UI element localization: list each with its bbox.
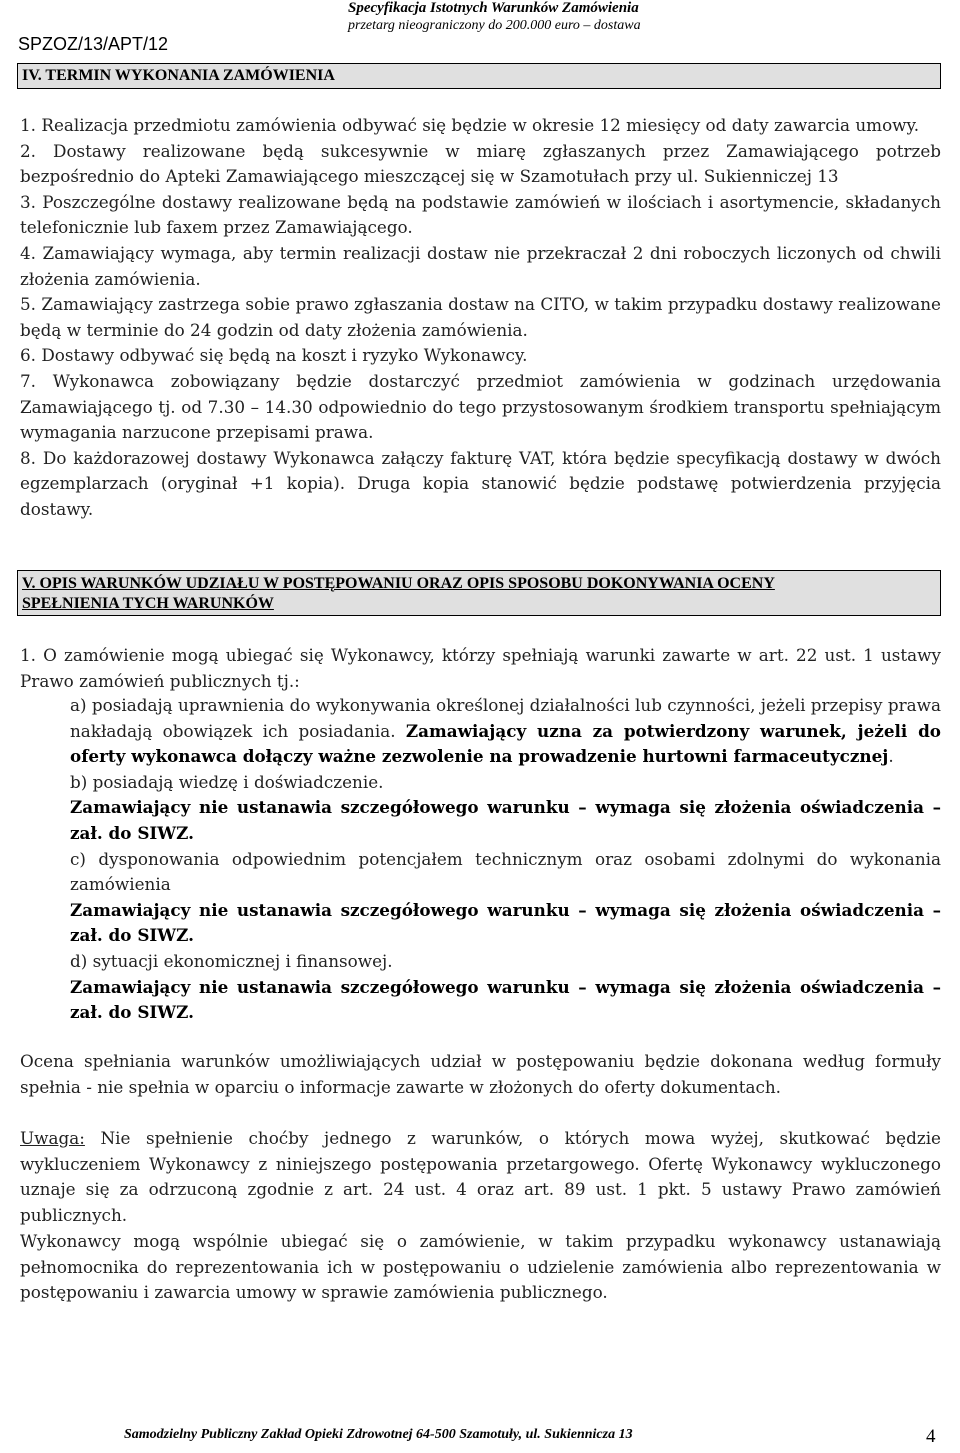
note-text: Nie spełnienie choćby jednego z warunków, o których mowa wyżej, skutkować będzie wykluczeniem Wykonawcy z niniejszego postępowania przetargowego. Ofertę Wykonawcy wykluczonego uznaje się za odrzuconą zgodnie z art. 24 ust. 4 oraz art. 89 ust. 1 pkt. 5 ustawy Prawo zamówień publicznych. xyxy=(20,1128,941,1225)
joint-bid-paragraph: Wykonawcy mogą wspólnie ubiegać się o zamówienie, w takim przypadku wykonawcy ustanawiają pełnomocnika do reprezentowania ich w postępowaniu o udzielenie zamówienia albo reprezentowania w postępowaniu i zawarcia umowy w sprawie zamówienia publicznego. xyxy=(20,1231,941,1303)
note-label: Uwaga: xyxy=(20,1128,85,1148)
condition-d-requirement: Zamawiający nie ustanawia szczegółowego warunku – wymaga się złożenia oświadczenia – zał. do SIWZ. xyxy=(70,976,941,1023)
header-title: Specyfikacja Istotnych Warunków Zamówienia xyxy=(348,0,639,16)
header-subtitle: przetarg nieograniczony do 200.000 euro – dostawa xyxy=(348,18,641,33)
condition-d: d) sytuacji ekonomicznej i finansowej. xyxy=(70,950,393,971)
list-item: 3. Poszczególne dostawy realizowane będą na podstawie zamówień w ilościach i asortymencie, składanych telefonicznie lub faxem przez Zamawiającego. xyxy=(20,191,941,238)
condition-a-requirement: Zamawiający uzna za potwierdzony warunek, jeżeli do oferty wykonawca dołączy ważne zezwolenie na prowadzenie hurtowni farmaceutycznej xyxy=(70,720,941,767)
page-footer: Samodzielny Publiczny Zakład Opieki Zdrowotnej 64-500 Szamotuły, ul. Sukiennicza 13 xyxy=(124,1427,633,1442)
section-5-heading xyxy=(17,570,941,616)
list-item: 7. Wykonawca zobowiązany będzie dostarczyć przedmiot zamówienia w godzinach urzędowania Zamawiającego tj. od 7.30 – 14.30 odpowiednio do tego przystosowanym środkiem transportu spełniającym wymagania narzucone przepisami prawa. xyxy=(20,370,941,443)
condition-c: c) dysponowania odpowiednim potencjałem technicznym oraz osobami zdolnymi do wykonania zamówienia xyxy=(70,848,941,895)
list-item: 4. Zamawiający wymaga, aby termin realizacji dostaw nie przekraczał 2 dni roboczych liczonych od chwili złożenia zamówienia. xyxy=(20,242,941,289)
list-item: 6. Dostawy odbywać się będą na koszt i ryzyko Wykonawcy. xyxy=(20,345,528,366)
section-4-list xyxy=(20,113,941,523)
list-item: 8. Do każdorazowej dostawy Wykonawca załączy fakturę VAT, która będzie specyfikacją dostawy w dwóch egzemplarzach (oryginał +1 kopia). Druga kopia stanowić będzie podstawę potwierdzenia przyjęcia dostawy. xyxy=(20,447,941,519)
section-5-heading-line2: SPEŁNIENIA TYCH WARUNKÓW xyxy=(22,595,274,612)
page-number: 4 xyxy=(926,1426,936,1447)
list-item: 1. Realizacja przedmiotu zamówienia odbywać się będzie w okresie 12 miesięcy od daty zawarcia umowy. xyxy=(20,115,920,135)
document-reference: SPZOZ/13/APT/12 xyxy=(18,34,169,54)
condition-b: b) posiadają wiedzę i doświadczenie. xyxy=(70,771,384,792)
assessment-paragraph: Ocena spełniania warunków umożliwiających udział w postępowaniu będzie dokonana według formuły spełnia - nie spełnia w oparciu o informacje zawarte w złożonych do oferty dokumentach. xyxy=(20,1051,941,1097)
condition-b-requirement: Zamawiający nie ustanawia szczegółowego warunku – wymaga się złożenia oświadczenia – zał. do SIWZ. xyxy=(70,797,941,843)
section-5-intro: 1. O zamówienie mogą ubiegać się Wykonawcy, którzy spełniają warunki zawarte w art. 22 ust. 1 ustawy Prawo zamówień publicznych tj.: xyxy=(20,645,941,691)
document-header xyxy=(348,0,641,34)
note-paragraph xyxy=(20,1126,941,1228)
condition-a-text: a) posiadają uprawnienia do wykonywania określonej działalności lub czynności, jeżeli przepisy prawa nakładają obowiązek ich posiadania. xyxy=(70,695,941,741)
section-4-heading: IV. TERMIN WYKONANIA ZAMÓWIENIA xyxy=(17,63,941,89)
condition-a xyxy=(70,693,941,770)
list-item: 2. Dostawy realizowane będą sukcesywnie w miarę zgłaszanych przez Zamawiającego potrzeb bezpośrednio do Apteki Zamawiającego mieszczącej się w Szamotułach przy ul. Sukienniczej 13 xyxy=(20,140,941,187)
condition-a-end: . xyxy=(888,746,894,767)
section-5-heading-line1: V. OPIS WARUNKÓW UDZIAŁU W POSTĘPOWANIU ORAZ OPIS SPOSOBU DOKONYWANIA OCENY xyxy=(22,575,775,592)
condition-c-requirement: Zamawiający nie ustanawia szczegółowego warunku – wymaga się złożenia oświadczenia – zał. do SIWZ. xyxy=(70,899,941,946)
conditions-list xyxy=(70,693,941,1026)
list-item: 5. Zamawiający zastrzega sobie prawo zgłaszania dostaw na CITO, w takim przypadku dostawy realizowane będą w terminie do 24 godzin od daty złożenia zamówienia. xyxy=(20,294,941,340)
